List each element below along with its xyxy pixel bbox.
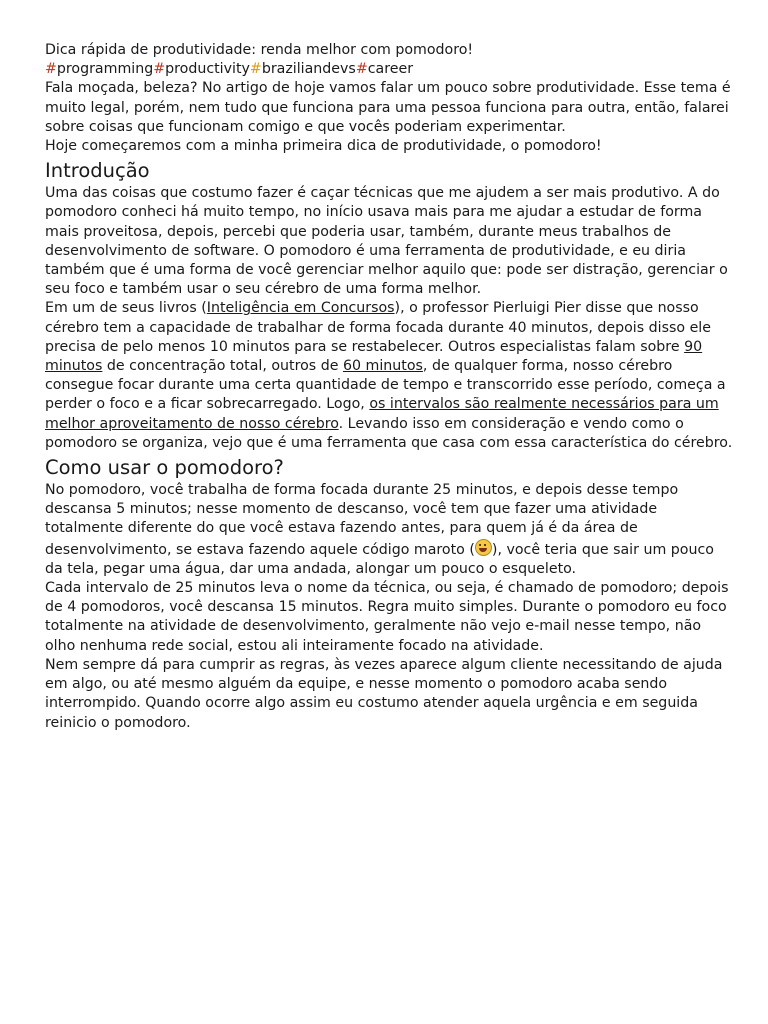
text-run: de concentração total, outros de bbox=[102, 358, 343, 375]
text-run: . Levando isso em consideração e vendo como o pomodoro se organiza, vejo que é uma ferramenta que casa com essa característica do cérebro. bbox=[45, 415, 733, 451]
link-60-minutos[interactable]: 60 minutos bbox=[342, 358, 423, 375]
tag-link[interactable]: braziliandevs bbox=[261, 61, 356, 78]
paragraph: Cada intervalo de 25 minutos leva o nome da técnica, ou seja, é chamado de pomodoro; depois de 4 pomodoros, você descansa 15 minutos. Regra muito simples. Durante o pomodoro eu foco totalmente na atividade de desenvolvimento, geralmente não vejo e-mail nesse tempo, não olho nenhuma rede social, estou ali inteiramente focado na atividade. bbox=[45, 580, 729, 654]
article-title: Dica rápida de produtividade: renda melhor com pomodoro! bbox=[45, 42, 474, 58]
paragraph bbox=[45, 299, 735, 453]
section-heading: Como usar o pomodoro? bbox=[45, 456, 284, 480]
paragraph: Uma das coisas que costumo fazer é caçar técnicas que me ajudem a ser mais produtivo. A do pomodoro conheci há muito tempo, no início usava mais para me ajudar a estudar de forma mais proveitosa, depois, percebi que poderia usar, também, durante meus trabalhos de desenvolvimento de software. O pomodoro é uma ferramenta de produtividade, e eu diria também que é uma forma de você gerenciar melhor aquilo que: pode ser distração, gerenciar o seu foco e também usar o seu cérebro de uma forma melhor. bbox=[45, 185, 728, 298]
link-90-minutos[interactable]: 90 minutos bbox=[45, 338, 703, 375]
text-run: No pomodoro, você trabalha de forma focada durante 25 minutos, e depois desse tempo descansa 5 minutos; nesse momento de descanso, você tem que fazer uma atividade totalmente diferente do que você estava fazendo antes, para quem já é da área de desenvolvimento, se estava fazendo aquele código maroto ( bbox=[45, 482, 679, 558]
section-heading: Introdução bbox=[45, 159, 150, 183]
tag-link[interactable]: productivity bbox=[165, 61, 250, 78]
text-run: ), você teria que sair um pouco da tela, pegar uma água, dar uma andada, alongar um pouco o esqueleto. bbox=[45, 541, 714, 577]
hash-icon: # bbox=[355, 61, 368, 78]
intro-paragraph: Fala moçada, beleza? No artigo de hoje vamos falar um pouco sobre produtividade. Esse tema é muito legal, porém, nem tudo que funciona para uma pessoa funciona para outra, então, falarei sobre coisas que funcionam comigo e que vocês poderiam experimentar. bbox=[45, 80, 731, 135]
text-run: , de qualquer forma, nosso cérebro consegue focar durante uma certa quantidade de tempo e transcorrido esse período, começa a perder o foco e a ficar sobrecarregado. Logo, bbox=[45, 358, 726, 413]
article bbox=[45, 41, 735, 733]
text-run: ), o professor Pierluigi Pier disse que nosso cérebro tem a capacidade de trabalhar de forma focada durante 40 minutos, depois disso ele precisa de pelo menos 10 minutos para se restabelecer. Outros especialistas falam sobre bbox=[45, 300, 711, 355]
tag-link[interactable]: career bbox=[367, 61, 414, 78]
intro-paragraph: Hoje começaremos com a minha primeira dica de produtividade, o pomodoro! bbox=[45, 138, 602, 155]
hash-icon: # bbox=[249, 61, 262, 78]
link-inteligencia-concursos[interactable]: Inteligência em Concursos bbox=[206, 300, 395, 317]
hash-icon: # bbox=[45, 61, 57, 78]
link-intervalos[interactable]: os intervalos são realmente necessários para um melhor aproveitamento de nosso cérebro bbox=[45, 396, 719, 432]
tag-link[interactable]: programming bbox=[56, 61, 154, 78]
tag-list bbox=[45, 60, 735, 79]
grin-emoji-icon bbox=[475, 539, 492, 556]
paragraph: Nem sempre dá para cumprir as regras, às vezes aparece algum cliente necessitando de ajuda em algo, ou até mesmo alguém da equipe, e nesse momento o pomodoro acaba sendo interrompido. Quando ocorre algo assim eu costumo atender aquela urgência e em seguida reinicio o pomodoro. bbox=[45, 656, 723, 731]
paragraph bbox=[45, 481, 735, 579]
text-run: Em um de seus livros ( bbox=[45, 300, 207, 317]
hash-icon: # bbox=[153, 61, 166, 78]
